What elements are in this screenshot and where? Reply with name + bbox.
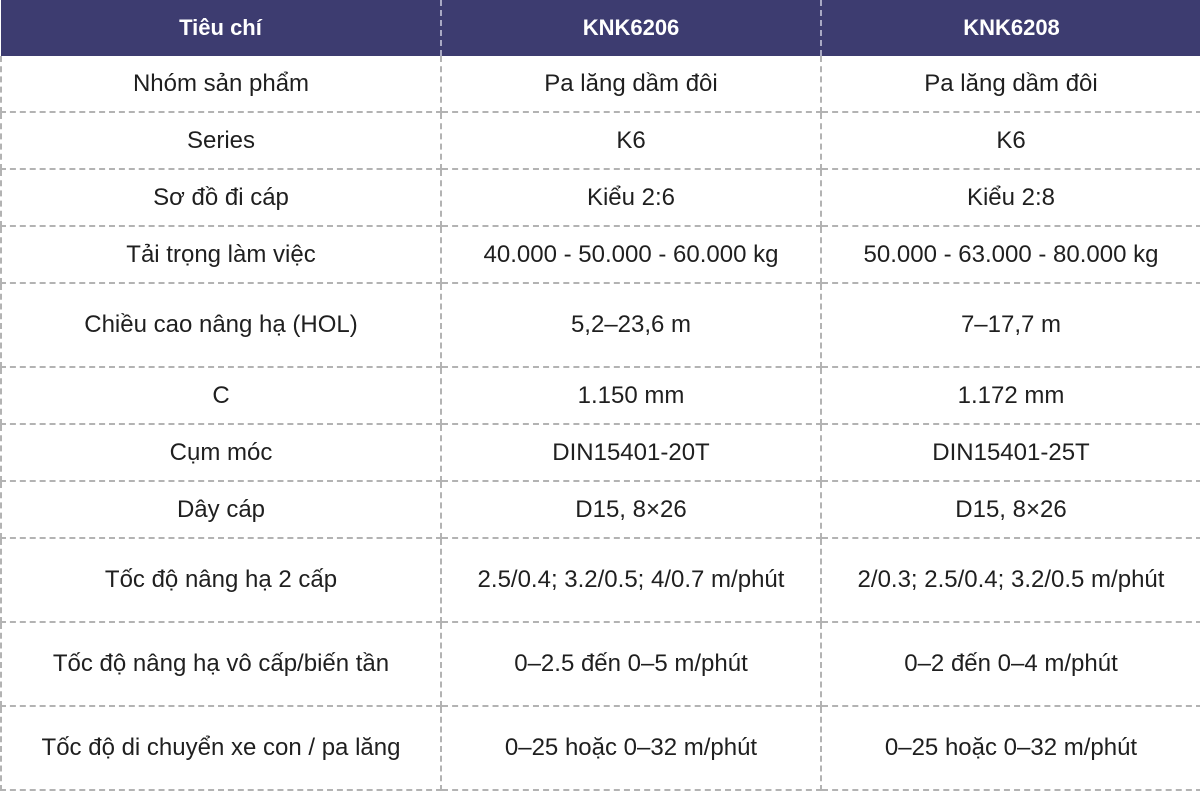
cell-knk6206: D15, 8×26: [441, 481, 821, 538]
row-label: Tốc độ di chuyển xe con / pa lăng: [1, 706, 441, 790]
table-row: [1, 112, 1200, 169]
table-row: [1, 706, 1200, 790]
table-header-row: [1, 0, 1200, 56]
row-label: Tốc độ nâng hạ vô cấp/biến tần: [1, 622, 441, 706]
table-row: [1, 56, 1200, 112]
cell-knk6208: 2/0.3; 2.5/0.4; 3.2/0.5 m/phút: [821, 538, 1200, 622]
cell-knk6208: 0–25 hoặc 0–32 m/phút: [821, 706, 1200, 790]
cell-knk6208: 0–2 đến 0–4 m/phút: [821, 622, 1200, 706]
row-label: C: [1, 367, 441, 424]
row-label: Series: [1, 112, 441, 169]
row-label: Cụm móc: [1, 424, 441, 481]
row-label: Dây cáp: [1, 481, 441, 538]
cell-knk6208: D15, 8×26: [821, 481, 1200, 538]
cell-knk6208: DIN15401-25T: [821, 424, 1200, 481]
table-row: [1, 424, 1200, 481]
table-row: [1, 622, 1200, 706]
header-model-knk6206: KNK6206: [441, 0, 821, 56]
header-model-knk6208: KNK6208: [821, 0, 1200, 56]
cell-knk6208: Pa lăng dầm đôi: [821, 56, 1200, 112]
table-row: [1, 226, 1200, 283]
table-row: [1, 538, 1200, 622]
header-criteria: Tiêu chí: [1, 0, 441, 56]
cell-knk6208: Kiểu 2:8: [821, 169, 1200, 226]
row-label: Chiều cao nâng hạ (HOL): [1, 283, 441, 367]
cell-knk6208: 1.172 mm: [821, 367, 1200, 424]
cell-knk6208: K6: [821, 112, 1200, 169]
cell-knk6206: 0–2.5 đến 0–5 m/phút: [441, 622, 821, 706]
cell-knk6206: 2.5/0.4; 3.2/0.5; 4/0.7 m/phút: [441, 538, 821, 622]
row-label: Tốc độ nâng hạ 2 cấp: [1, 538, 441, 622]
table-row: [1, 481, 1200, 538]
cell-knk6206: K6: [441, 112, 821, 169]
cell-knk6208: 50.000 - 63.000 - 80.000 kg: [821, 226, 1200, 283]
cell-knk6206: 40.000 - 50.000 - 60.000 kg: [441, 226, 821, 283]
cell-knk6206: Pa lăng dầm đôi: [441, 56, 821, 112]
table-row: [1, 283, 1200, 367]
cell-knk6206: 1.150 mm: [441, 367, 821, 424]
cell-knk6206: DIN15401-20T: [441, 424, 821, 481]
cell-knk6206: Kiểu 2:6: [441, 169, 821, 226]
row-label: Sơ đồ đi cáp: [1, 169, 441, 226]
table-row: [1, 169, 1200, 226]
table-row: [1, 367, 1200, 424]
row-label: Tải trọng làm việc: [1, 226, 441, 283]
cell-knk6208: 7–17,7 m: [821, 283, 1200, 367]
row-label: Nhóm sản phẩm: [1, 56, 441, 112]
cell-knk6206: 0–25 hoặc 0–32 m/phút: [441, 706, 821, 790]
cell-knk6206: 5,2–23,6 m: [441, 283, 821, 367]
